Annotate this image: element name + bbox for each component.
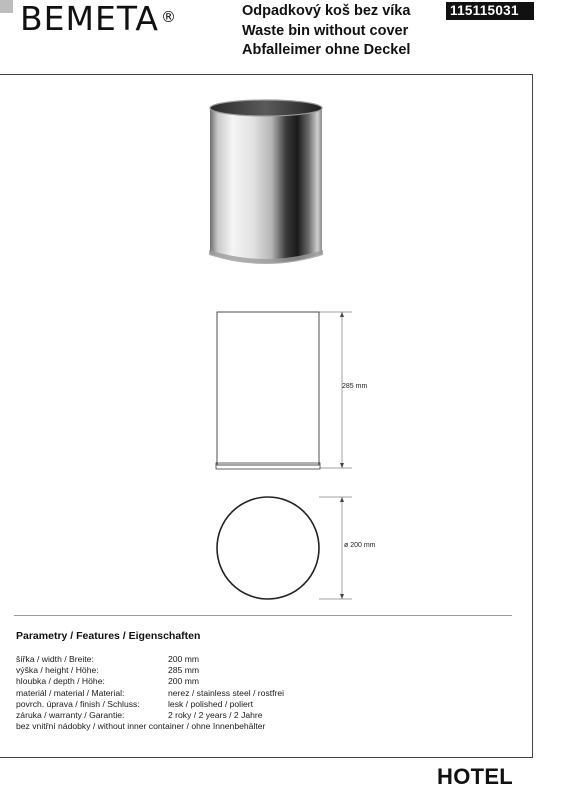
title-de: Abfalleimer ohne Deckel — [242, 42, 411, 58]
category-label: HOTEL — [437, 764, 514, 789]
height-label: 285 mm — [342, 383, 368, 390]
product-code: 115115031 — [446, 2, 534, 20]
title-cz: Odpadkový koš bez víka — [242, 3, 411, 19]
title-en: Waste bin without cover — [242, 22, 409, 39]
section-divider — [14, 615, 512, 616]
diameter-label: ø 200 mm — [344, 542, 376, 549]
registered-mark: ® — [160, 8, 177, 26]
top-view-circle — [217, 497, 319, 599]
brand-name: BEMETA — [20, 0, 159, 38]
side-view-base — [216, 463, 320, 469]
side-view-body — [217, 312, 319, 465]
features-title: Parametry / Features / Eigenschaften — [16, 630, 201, 642]
